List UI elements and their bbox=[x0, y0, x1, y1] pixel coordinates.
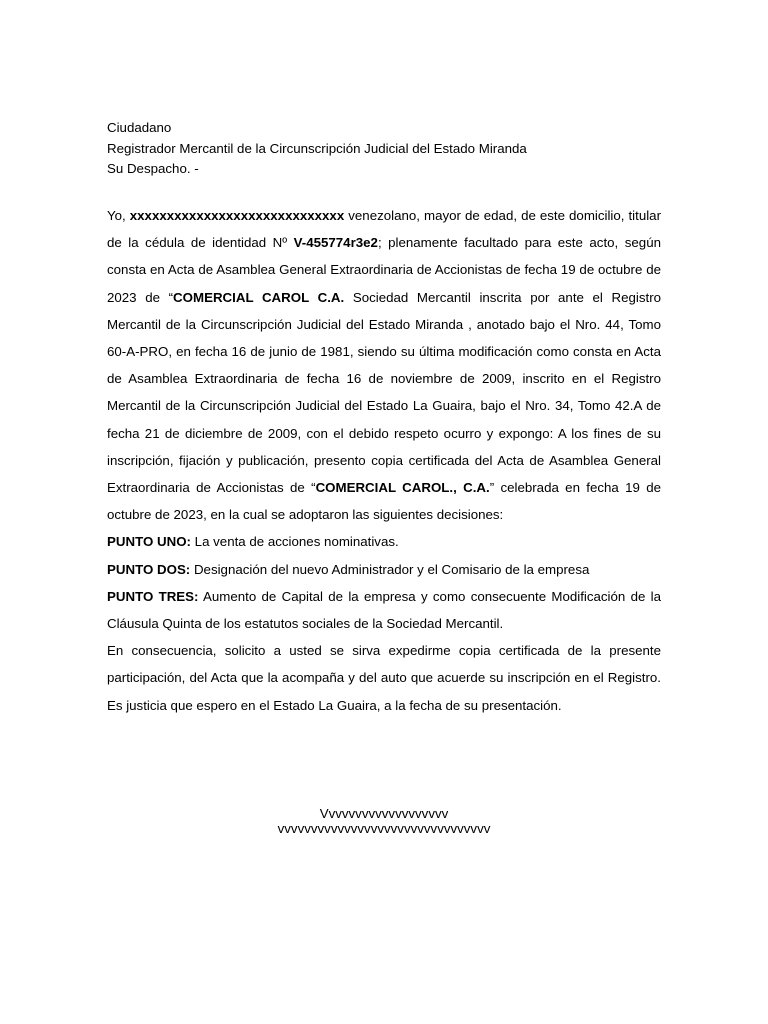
signature-line-2: vvvvvvvvvvvvvvvvvvvvvvvvvvvvvvvv bbox=[277, 820, 491, 836]
applicant-id: V-455774r3e2 bbox=[293, 235, 378, 251]
point-three-label: PUNTO TRES: bbox=[107, 588, 199, 604]
intro-paragraph bbox=[107, 202, 661, 528]
addressee-salutation: Ciudadano bbox=[107, 120, 172, 135]
point-two-label: PUNTO DOS: bbox=[107, 561, 191, 577]
point-two-text: Designación del nuevo Administrador y el Comisario de la empresa bbox=[190, 561, 590, 577]
company-name-2: COMERCIAL CAROL., C.A. bbox=[315, 480, 490, 496]
intro-text-2: venezolano, mayor de edad, de este domicilio, titular de la cédula de identidad Nº bbox=[107, 208, 661, 251]
addressee-office: Su Despacho. - bbox=[107, 161, 199, 176]
intro-text-4: Sociedad Mercantil inscrita por ante el Registro Mercantil de la Circunscripción Judicial del Estado Miranda , anotado bajo el Nro. 44, Tomo 60-A-PRO, en fecha 16 de junio de 1981, siendo su última modificación como consta en Acta de Asamblea Extraordinaria de fecha 16 de noviembre de 2009, inscrito en el Registro Mercantil de la Circunscripción Judicial del Estado La Guaira, bajo el Nro. 34, Tomo 42.A de fecha 21 de diciembre de 2009, con el debido respeto ocurro y expongo: A los fines de su inscripción, fijación y publicación, presento copia certificada del Acta de Asamblea General Extraordinaria de Accionistas de “ bbox=[107, 289, 662, 496]
point-two bbox=[107, 556, 661, 583]
point-three-text: Aumento de Capital de la empresa y como consecuente Modificación de la Cláusula Quinta de los estatutos sociales de la Sociedad Mercantil. bbox=[107, 588, 661, 632]
addressee-block bbox=[107, 118, 667, 180]
signature-line-1: Vvvvvvvvvvvvvvvvvvv bbox=[319, 806, 449, 821]
point-one-text: La venta de acciones nominativas. bbox=[190, 534, 399, 550]
closing-paragraph: En consecuencia, solicito a usted se sirva expedirme copia certificada de la presente participación, del Acta que la acompaña y del auto que acuerde su inscripción en el Registro. Es justicia que espero en el Estado La Guaira, a la fecha de su presentación. bbox=[107, 643, 661, 713]
point-three bbox=[107, 583, 661, 637]
applicant-name: xxxxxxxxxxxxxxxxxxxxxxxxxxxxx bbox=[129, 208, 345, 223]
intro-text-3: ; plenamente facultado para este acto, según consta en Acta de Asamblea General Extraordinaria de Accionistas de fecha 19 de octubre de 2023 de “ bbox=[107, 235, 661, 305]
signature-block bbox=[0, 807, 768, 836]
intro-text-5: ” celebrada en fecha 19 de octubre de 2023, en la cual se adoptaron las siguientes decisiones: bbox=[107, 480, 662, 523]
intro-text-1: Yo, bbox=[107, 208, 130, 223]
company-name-1: COMERCIAL CAROL C.A. bbox=[173, 289, 345, 305]
addressee-registrar: Registrador Mercantil de la Circunscripción Judicial del Estado Miranda bbox=[107, 140, 527, 156]
point-one bbox=[107, 528, 661, 555]
point-one-label: PUNTO UNO: bbox=[107, 534, 191, 550]
letter-body bbox=[107, 202, 661, 719]
